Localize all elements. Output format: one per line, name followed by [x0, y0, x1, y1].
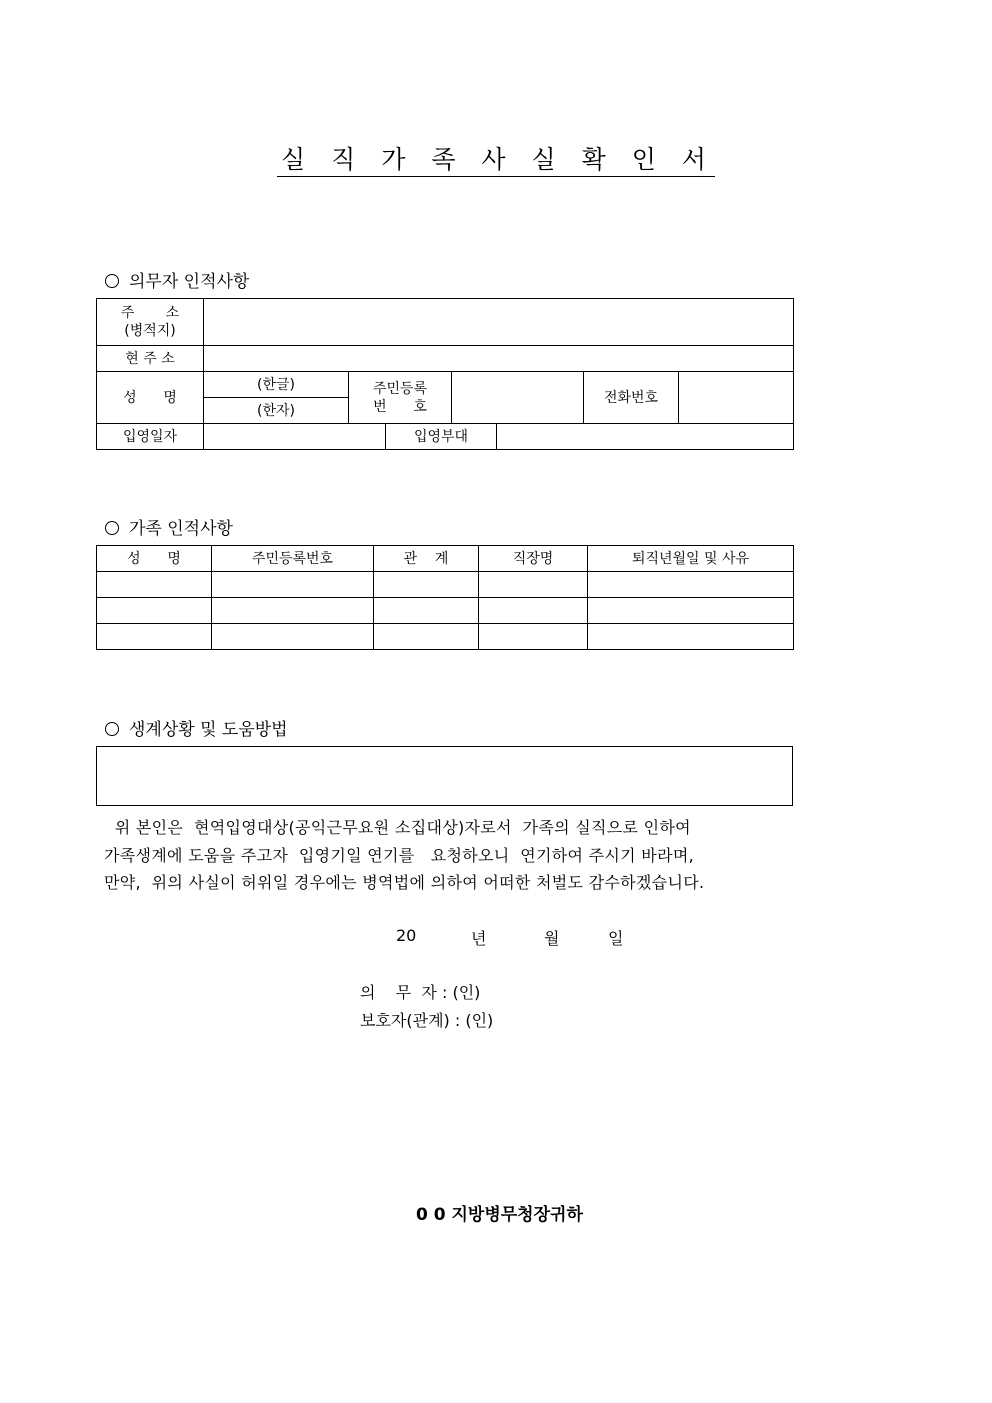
address-field[interactable] [204, 299, 794, 346]
header-relation: 관 계 [374, 546, 479, 572]
statement-line: 위 본인은 현역입영대상(공익근무요원 소집대상)자로서 가족의 실직으로 인하여 [104, 818, 691, 837]
cell[interactable] [588, 572, 794, 598]
cell[interactable] [479, 572, 588, 598]
current-address-label: 현 주 소 [97, 346, 204, 372]
hanja-name-field[interactable]: (한자) [204, 398, 349, 424]
cell[interactable] [374, 624, 479, 650]
date-year: 20 [396, 926, 417, 945]
enlist-date-label: 입영일자 [97, 424, 204, 450]
cell[interactable] [212, 572, 374, 598]
obligor-table [96, 298, 794, 450]
address-label: 주 소 (병적지) [97, 299, 204, 346]
cell[interactable] [588, 624, 794, 650]
family-table [96, 545, 794, 650]
statement-line: 만약, 위의 사실이 허위일 경우에는 병역법에 의하여 어떠한 처벌도 감수하겠습니다. [104, 873, 705, 892]
section-obligor-heading: 의무자 인적사항 [105, 267, 249, 292]
section-livelihood-heading: 생계상황 및 도움방법 [105, 715, 288, 740]
date-day-unit: 일 [608, 929, 624, 948]
livelihood-field[interactable] [96, 746, 793, 806]
statement-line: 가족생계에 도움을 주고자 입영기일 연기를 요청하오니 연기하여 주시기 바라며, [104, 846, 694, 865]
enlist-date-field[interactable] [204, 424, 386, 450]
cell[interactable] [212, 598, 374, 624]
cell[interactable] [588, 598, 794, 624]
cell[interactable] [97, 598, 212, 624]
addressee: 0 0 지방병무청장귀하 [416, 1205, 583, 1225]
cell[interactable] [212, 624, 374, 650]
guardian-signature: 보호자(관계) : (인) [360, 1011, 494, 1030]
enlist-unit-label: 입영부대 [386, 424, 497, 450]
cell[interactable] [97, 572, 212, 598]
date-year-unit: 년 [471, 929, 487, 948]
section-family-heading: 가족 인적사항 [105, 514, 233, 539]
phone-label: 전화번호 [584, 372, 679, 424]
header-name: 성 명 [97, 546, 212, 572]
circle-icon [105, 722, 119, 736]
name-label: 성 명 [97, 372, 204, 424]
current-address-field[interactable] [204, 346, 794, 372]
table-row [97, 624, 794, 650]
header-retirement: 퇴직년월일 및 사유 [588, 546, 794, 572]
rrn-field[interactable] [452, 372, 584, 424]
table-row [97, 598, 794, 624]
enlist-unit-field[interactable] [497, 424, 794, 450]
header-rrn: 주민등록번호 [212, 546, 374, 572]
phone-field[interactable] [679, 372, 794, 424]
table-row [97, 572, 794, 598]
rrn-label: 주민등록 번 호 [349, 372, 452, 424]
cell[interactable] [374, 572, 479, 598]
cell[interactable] [374, 598, 479, 624]
document-title: 실 직 가 족 사 실 확 인 서 [0, 140, 992, 176]
circle-icon [105, 274, 119, 288]
date-month-unit: 월 [544, 929, 560, 948]
obligor-signature: 의 무 자 : (인) [360, 983, 481, 1002]
header-workplace: 직장명 [479, 546, 588, 572]
hangul-name-field[interactable]: (한글) [204, 372, 349, 398]
cell[interactable] [479, 598, 588, 624]
cell[interactable] [97, 624, 212, 650]
circle-icon [105, 521, 119, 535]
cell[interactable] [479, 624, 588, 650]
